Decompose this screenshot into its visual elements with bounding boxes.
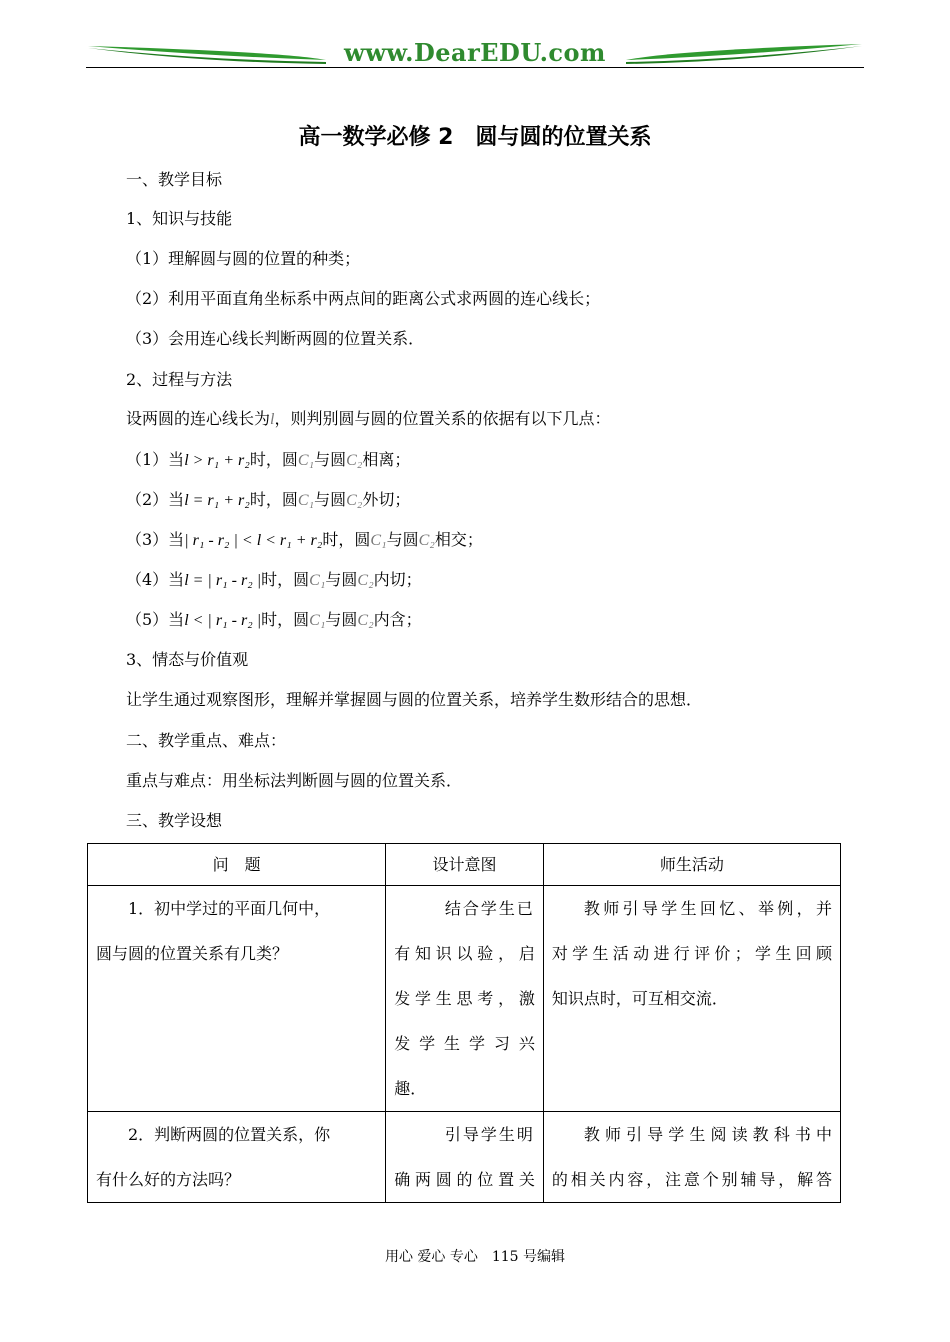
keypoint-text: 重点与难点：用坐标法判断圆与圆的位置关系．: [126, 771, 463, 790]
activity-cell: [543, 1112, 840, 1203]
condition-result: 内含；: [373, 610, 422, 629]
condition-text: 与圆: [325, 610, 358, 629]
circle-c2: C₂: [418, 532, 435, 549]
column-header: 问 题: [88, 844, 386, 886]
cell-line: 知识点时，可互相交流．: [551, 989, 728, 1008]
condition-text: 与圆: [314, 450, 347, 469]
column-header: 师生活动: [543, 844, 840, 886]
cell-line: 教师引导学生回忆、举例，并: [583, 899, 832, 918]
condition-text: 与圆: [314, 490, 347, 509]
cell-line: 趣．: [394, 1079, 427, 1098]
page-title: 高一数学必修 2 圆与圆的位置关系: [298, 125, 652, 150]
condition-result: 外切；: [362, 490, 411, 509]
condition-row: [126, 528, 483, 552]
column-header: 设计意图: [386, 844, 544, 886]
subsection-heading: 3、情态与价值观: [126, 650, 249, 669]
condition-text: 时，圆: [249, 450, 298, 469]
section-heading: 三、教学设想: [126, 811, 223, 830]
objective-item: （1）理解圆与圆的位置的种类；: [126, 249, 361, 268]
condition-formula: l < | r₁ - r₂ |: [184, 612, 262, 629]
cell-line: 圆与圆的位置关系有几类？: [96, 944, 289, 963]
cell-line: 教师引导学生阅读教科书中: [583, 1125, 832, 1144]
condition-result: 相交；: [434, 530, 483, 549]
cell-line: 1．初中学过的平面几何中，: [128, 899, 331, 918]
question-cell: [88, 1112, 386, 1203]
intent-cell: [386, 886, 544, 1112]
intent-cell: [386, 1112, 544, 1203]
circle-c2: C₂: [357, 612, 374, 629]
table-row: [88, 1112, 841, 1203]
intro-text: 设两圆的连心线长为: [126, 409, 271, 428]
cell-line: 有知识以验，启: [394, 944, 535, 963]
subsection-heading: 1、知识与技能: [126, 209, 233, 228]
header-banner: [86, 30, 864, 70]
circle-c1: C₁: [309, 572, 326, 589]
condition-prefix: （4）当: [126, 570, 185, 589]
circle-c2: C₂: [357, 572, 374, 589]
condition-text: 时，圆: [261, 570, 310, 589]
condition-row: [126, 568, 422, 592]
circle-c1: C₁: [309, 612, 326, 629]
header-rule: [86, 67, 864, 68]
attitude-text: 让学生通过观察图形，理解并掌握圆与圆的位置关系，培养学生数形结合的思想．: [126, 690, 703, 709]
intro-text: ，则判别圆与圆的位置关系的依据有以下几点：: [274, 409, 611, 428]
cell-line: 发学生学习兴: [394, 1034, 535, 1053]
subsection-heading: 2、过程与方法: [126, 370, 233, 389]
circle-c2: C₂: [346, 452, 363, 469]
section-heading: 二、教学重点、难点：: [126, 731, 287, 750]
cell-line: 确两圆的位置关: [394, 1170, 535, 1189]
method-intro: [126, 407, 610, 431]
condition-prefix: （2）当: [126, 490, 185, 509]
circle-c1: C₁: [370, 532, 387, 549]
page-footer: 用心 爱心 专心 115 号编辑: [384, 1249, 566, 1265]
cell-line: 发学生思考，激: [394, 989, 535, 1008]
condition-row: [126, 488, 410, 512]
condition-row: [126, 608, 422, 632]
objective-item: （2）利用平面直角坐标系中两点间的距离公式求两圆的连心线长；: [126, 289, 601, 308]
cell-line: 引导学生明: [444, 1125, 535, 1144]
condition-row: [126, 448, 410, 472]
cell-line: 有什么好的方法吗？: [96, 1170, 241, 1189]
cell-line: 的相关内容，注意个别辅导，解答: [551, 1170, 832, 1189]
activity-cell: [543, 886, 840, 1112]
condition-prefix: （3）当: [126, 530, 185, 549]
circle-c2: C₂: [346, 492, 363, 509]
condition-formula: l = | r₁ - r₂ |: [184, 572, 262, 589]
condition-text: 与圆: [386, 530, 419, 549]
condition-result: 相离；: [362, 450, 411, 469]
condition-text: 时，圆: [249, 490, 298, 509]
condition-prefix: （1）当: [126, 450, 185, 469]
circle-c1: C₁: [297, 492, 315, 509]
section-heading: 一、教学目标: [126, 170, 223, 189]
length-var: l: [270, 411, 275, 428]
condition-text: 时，圆: [322, 530, 371, 549]
condition-prefix: （5）当: [126, 610, 185, 629]
circle-c1: C₁: [297, 452, 315, 469]
site-name[interactable]: www.DearEDU.com: [344, 38, 606, 67]
question-cell: [88, 886, 386, 1112]
table-row: [88, 886, 841, 1112]
condition-formula: l > r₁ + r₂: [184, 452, 250, 469]
table-header-row: [88, 844, 841, 886]
condition-text: 时，圆: [261, 610, 310, 629]
teaching-plan-table: [87, 843, 841, 1203]
cell-line: 2．判断两圆的位置关系，你: [128, 1125, 331, 1144]
condition-formula: | r₁ - r₂ | < l < r₁ + r₂: [184, 532, 323, 549]
cell-line: 对学生活动进行评价；学生回顾: [551, 944, 832, 963]
condition-text: 与圆: [325, 570, 358, 589]
condition-result: 内切；: [373, 570, 422, 589]
condition-formula: l = r₁ + r₂: [184, 492, 250, 509]
cell-line: 结合学生已: [444, 899, 535, 918]
objective-item: （3）会用连心线长判断两圆的位置关系．: [126, 329, 425, 348]
